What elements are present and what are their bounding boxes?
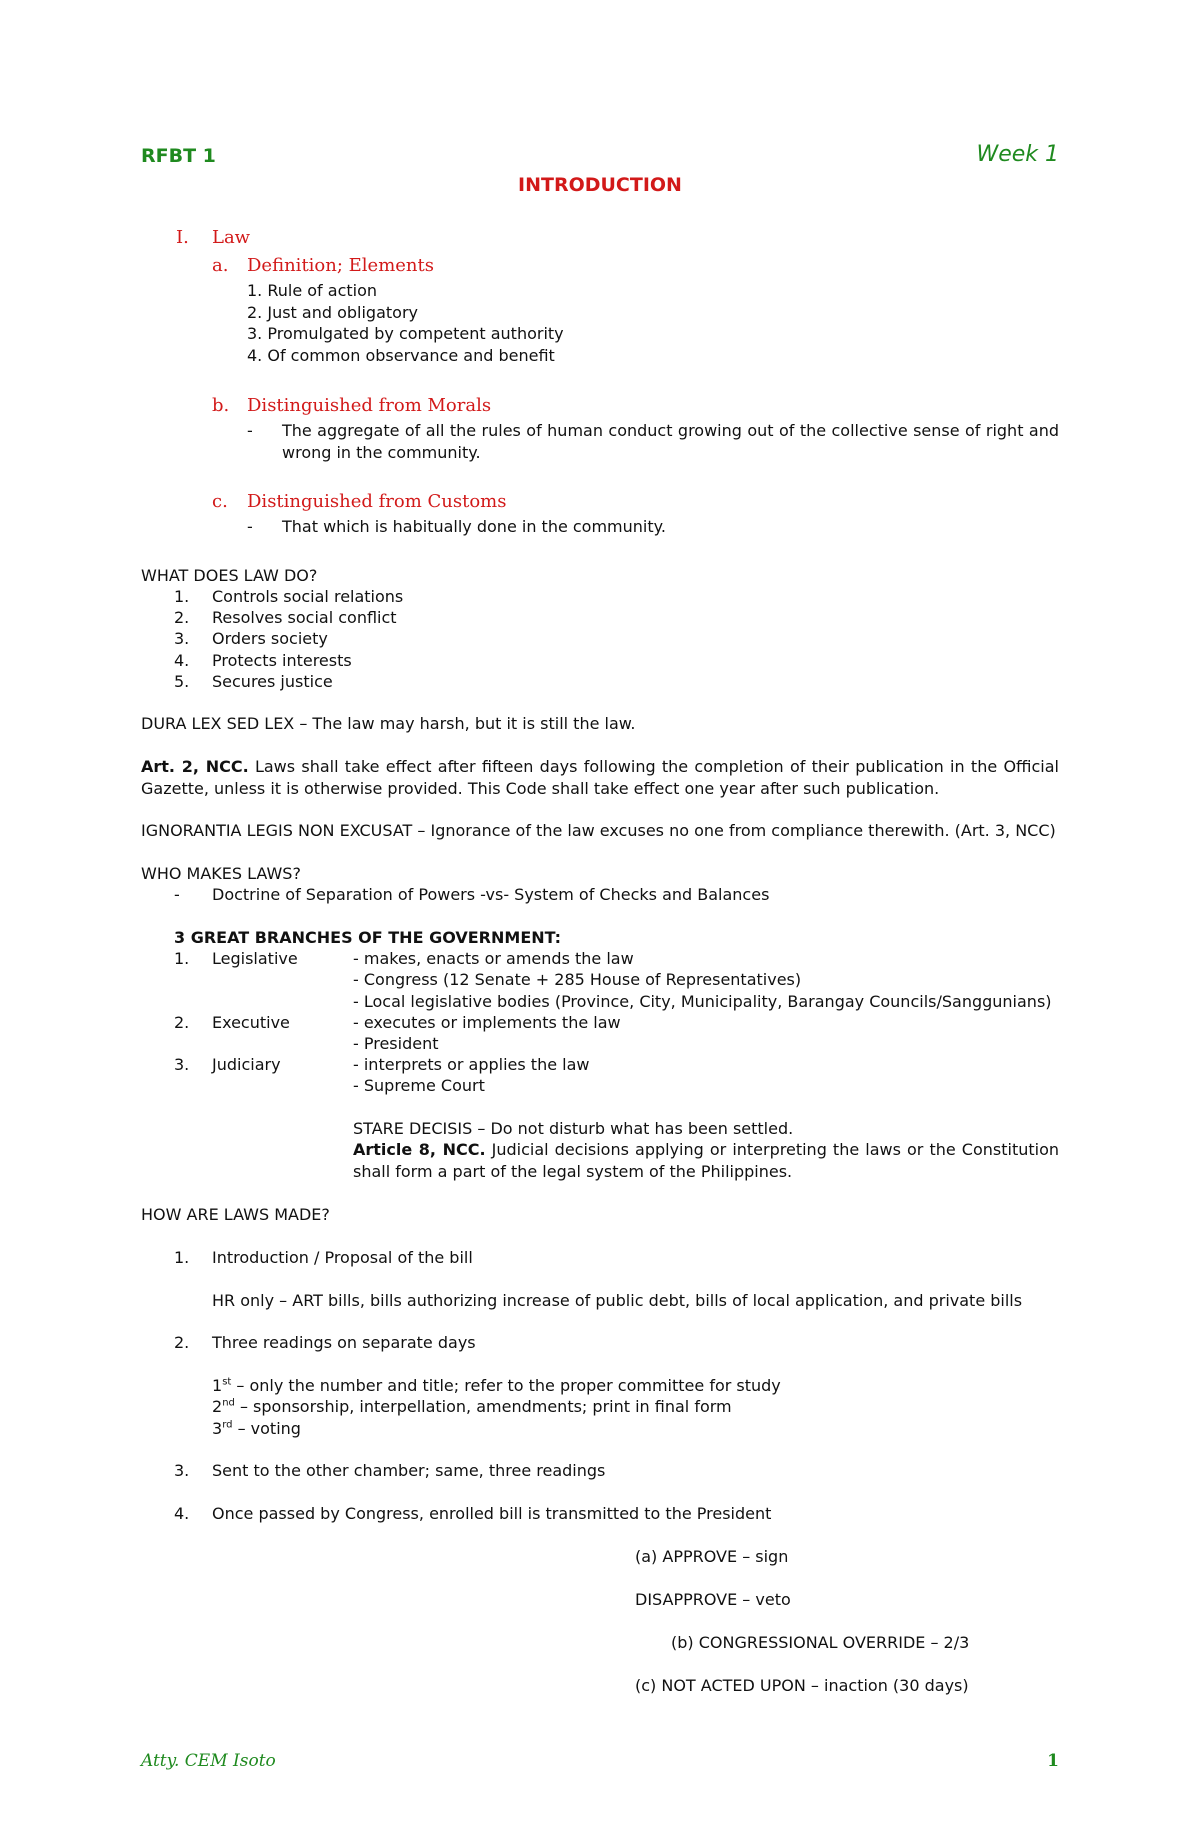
list-item: Resolves social conflict	[212, 608, 397, 627]
branch-detail: - makes, enacts or amends the law	[353, 949, 634, 968]
customs-definition: That which is habitually done in the community.	[282, 517, 666, 536]
branch-detail: - interprets or applies the law	[353, 1055, 590, 1074]
subsection-b-title: Distinguished from Morals	[247, 395, 492, 416]
page-title: INTRODUCTION	[518, 174, 682, 196]
list-number: 4.	[174, 651, 190, 670]
article-8-paragraph	[353, 1139, 1059, 1183]
article-8-label: Article 8, NCC.	[353, 1140, 486, 1159]
list-item: 3. Promulgated by competent authority	[247, 324, 564, 343]
list-number: 5.	[174, 672, 190, 691]
list-number: 3.	[174, 629, 190, 648]
list-item: Secures justice	[212, 672, 333, 691]
list-number: 2.	[174, 1013, 190, 1032]
branch-detail: - President	[353, 1034, 439, 1053]
subsection-c-letter: c.	[212, 491, 228, 512]
article-2-paragraph	[141, 756, 1059, 800]
separation-of-powers: Doctrine of Separation of Powers -vs- System of Checks and Balances	[212, 885, 770, 904]
list-number: 3.	[174, 1055, 190, 1074]
article-2-label: Art. 2, NCC.	[141, 757, 249, 776]
subsection-a-title: Definition; Elements	[247, 255, 434, 276]
reading-2: 2nd – sponsorship, interpellation, amendments; print in final form	[212, 1397, 732, 1416]
document-page	[141, 0, 1059, 1835]
list-number: 2.	[174, 1333, 190, 1352]
week-label: Week 1	[976, 142, 1059, 167]
who-makes-heading: WHO MAKES LAWS?	[141, 864, 301, 883]
option-not-acted: (c) NOT ACTED UPON – inaction (30 days)	[635, 1676, 969, 1695]
page-number: 1	[1047, 1751, 1059, 1771]
article-2-text: Laws shall take effect after fifteen days following the completion of their publication in the Official Gazette, unless it is otherwise provided. This Code shall take effect one year after such publication.	[141, 757, 1059, 798]
branch-detail: - executes or implements the law	[353, 1013, 621, 1032]
how-made-heading: HOW ARE LAWS MADE?	[141, 1205, 330, 1224]
stare-decisis: STARE DECISIS – Do not disturb what has been settled.	[353, 1119, 794, 1138]
dash-bullet: -	[247, 421, 253, 440]
option-override: (b) CONGRESSIONAL OVERRIDE – 2/3	[671, 1633, 970, 1652]
reading-1: 1st – only the number and title; refer to the proper committee for study	[212, 1376, 781, 1395]
list-item: Controls social relations	[212, 587, 404, 606]
branch-detail: - Local legislative bodies (Province, City, Municipality, Barangay Councils/Sanggunians)	[353, 992, 1052, 1011]
section-number: I.	[176, 227, 189, 248]
list-item: 4. Of common observance and benefit	[247, 346, 555, 365]
section-title: Law	[212, 227, 251, 248]
branch-name: Executive	[212, 1013, 290, 1032]
subsection-b-letter: b.	[212, 395, 230, 416]
list-item: Protects interests	[212, 651, 352, 670]
list-item: Orders society	[212, 629, 328, 648]
step-3: Sent to the other chamber; same, three readings	[212, 1461, 606, 1480]
step-4: Once passed by Congress, enrolled bill is transmitted to the President	[212, 1504, 772, 1523]
branches-heading: 3 GREAT BRANCHES OF THE GOVERNMENT:	[174, 928, 562, 947]
step-2: Three readings on separate days	[212, 1333, 476, 1352]
dash-bullet: -	[174, 885, 180, 904]
list-number: 4.	[174, 1504, 190, 1523]
list-number: 1.	[174, 1248, 190, 1267]
branch-name: Legislative	[212, 949, 298, 968]
list-number: 3.	[174, 1461, 190, 1480]
article-8-text: Judicial decisions applying or interpreting the laws or the Constitution shall form a part of the legal system of the Philippines.	[353, 1140, 1060, 1181]
branch-detail: - Supreme Court	[353, 1076, 485, 1095]
list-number: 1.	[174, 587, 190, 606]
dash-bullet: -	[247, 517, 253, 536]
subsection-a-letter: a.	[212, 255, 229, 276]
list-number: 2.	[174, 608, 190, 627]
ignorantia-maxim: IGNORANTIA LEGIS NON EXCUSAT – Ignorance of the law excuses no one from compliance therewith. (Art. 3, NCC)	[141, 821, 1056, 840]
branch-name: Judiciary	[212, 1055, 281, 1074]
course-title: RFBT 1	[141, 145, 216, 167]
list-item: 2. Just and obligatory	[247, 303, 418, 322]
list-item: 1. Rule of action	[247, 281, 378, 300]
dura-lex-maxim: DURA LEX SED LEX – The law may harsh, but it is still the law.	[141, 714, 636, 733]
morals-definition: The aggregate of all the rules of human conduct growing out of the collective sense of right and wrong in the community.	[282, 421, 1059, 462]
footer-author: Atty. CEM Isoto	[141, 1751, 276, 1771]
reading-3: 3rd – voting	[212, 1419, 301, 1438]
option-disapprove: DISAPPROVE – veto	[635, 1590, 791, 1609]
step-1: Introduction / Proposal of the bill	[212, 1248, 473, 1267]
subsection-c-title: Distinguished from Customs	[247, 491, 507, 512]
what-law-does-heading: WHAT DOES LAW DO?	[141, 566, 318, 585]
list-number: 1.	[174, 949, 190, 968]
option-approve: (a) APPROVE – sign	[635, 1547, 789, 1566]
branch-detail: - Congress (12 Senate + 285 House of Representatives)	[353, 970, 802, 989]
step-1-note: HR only – ART bills, bills authorizing increase of public debt, bills of local application, and private bills	[212, 1291, 1023, 1310]
